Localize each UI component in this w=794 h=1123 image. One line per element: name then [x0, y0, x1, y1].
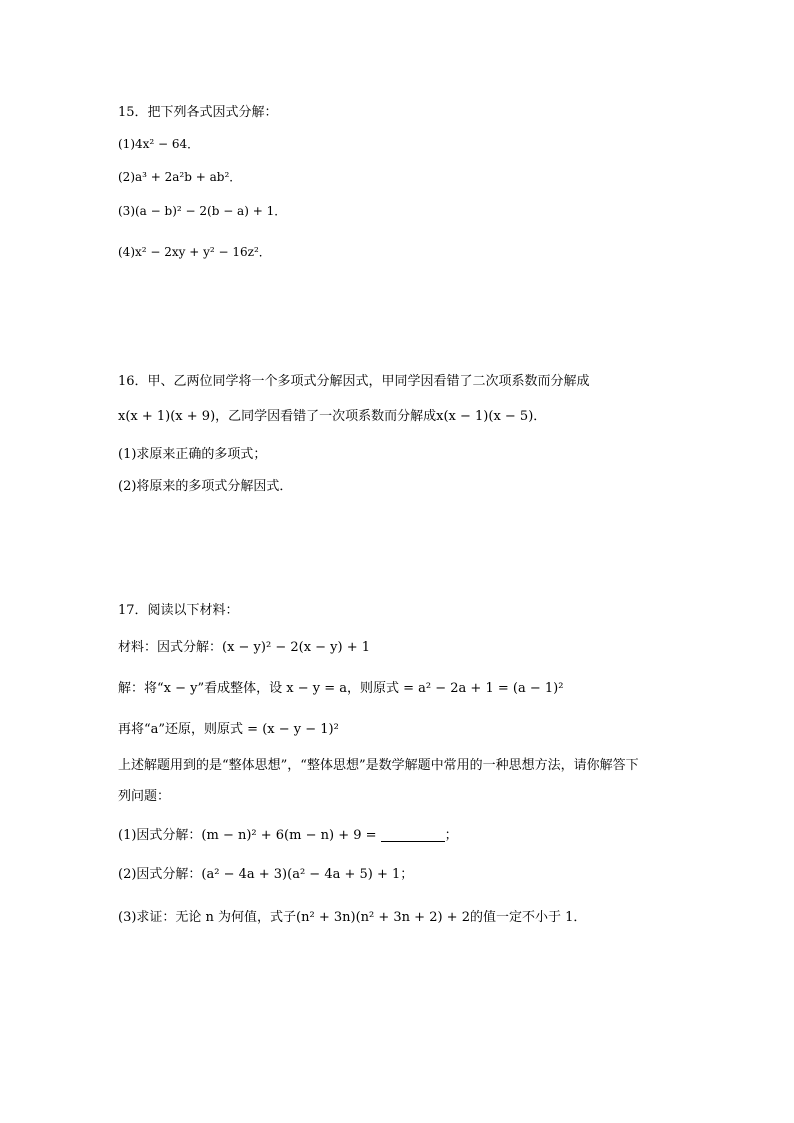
- q15-item-4: (4)x² − 2xy + y² − 16z²．: [118, 245, 271, 259]
- q17-item-3: (3)求证：无论 n 为何值，式子(n² + 3n)(n² + 3n + 2) + 2的值一定不小于 1．: [118, 910, 587, 925]
- q17-item-1-text: (1)因式分解：(m − n)² + 6(m − n) + 9 =: [118, 828, 377, 843]
- q17-intro-1: 上述解题用到的是“整体思想”，“整体思想”是数学解题中常用的一种思想方法，请你解答下: [118, 758, 639, 773]
- q17-item-1-tail: ；: [444, 828, 458, 843]
- q16-title: 16．甲、乙两位同学将一个多项式分解因式，甲同学因看错了二次项系数而分解成: [118, 374, 590, 389]
- q16-item-2: (2)将原来的多项式分解因式．: [118, 479, 293, 494]
- q15-title: 15．把下列各式因式分解：: [118, 105, 278, 120]
- q17-title: 17．阅读以下材料：: [118, 603, 239, 618]
- q16-line-2: x(x + 1)(x + 9)，乙同学因看错了一次项系数而分解成x(x − 1)(x − 5)．: [118, 409, 547, 424]
- q17-material: 材料：因式分解：(x − y)² − 2(x − y) + 1: [118, 640, 371, 655]
- q15-item-2: (2)a³ + 2a²b + ab²．: [118, 170, 242, 184]
- q17-intro-2: 列问题：: [118, 789, 171, 804]
- q15-item-3: (3)(a − b)² − 2(b − a) + 1．: [118, 204, 287, 218]
- q15-item-1: (1)4x² − 64．: [118, 137, 200, 151]
- q17-restore: 再将“a”还原，则原式 = (x − y − 1)²: [118, 722, 339, 737]
- q17-solution: 解：将“x − y”看成整体，设 x − y = a，则原式 = a² − 2a + 1 = (a − 1)²: [118, 681, 564, 696]
- q16-item-1: (1)求原来正确的多项式；: [118, 447, 267, 462]
- answer-blank[interactable]: [381, 829, 445, 842]
- q17-item-2: (2)因式分解：(a² − 4a + 3)(a² − 4a + 5) + 1；: [118, 867, 414, 882]
- q17-item-1: [118, 826, 458, 846]
